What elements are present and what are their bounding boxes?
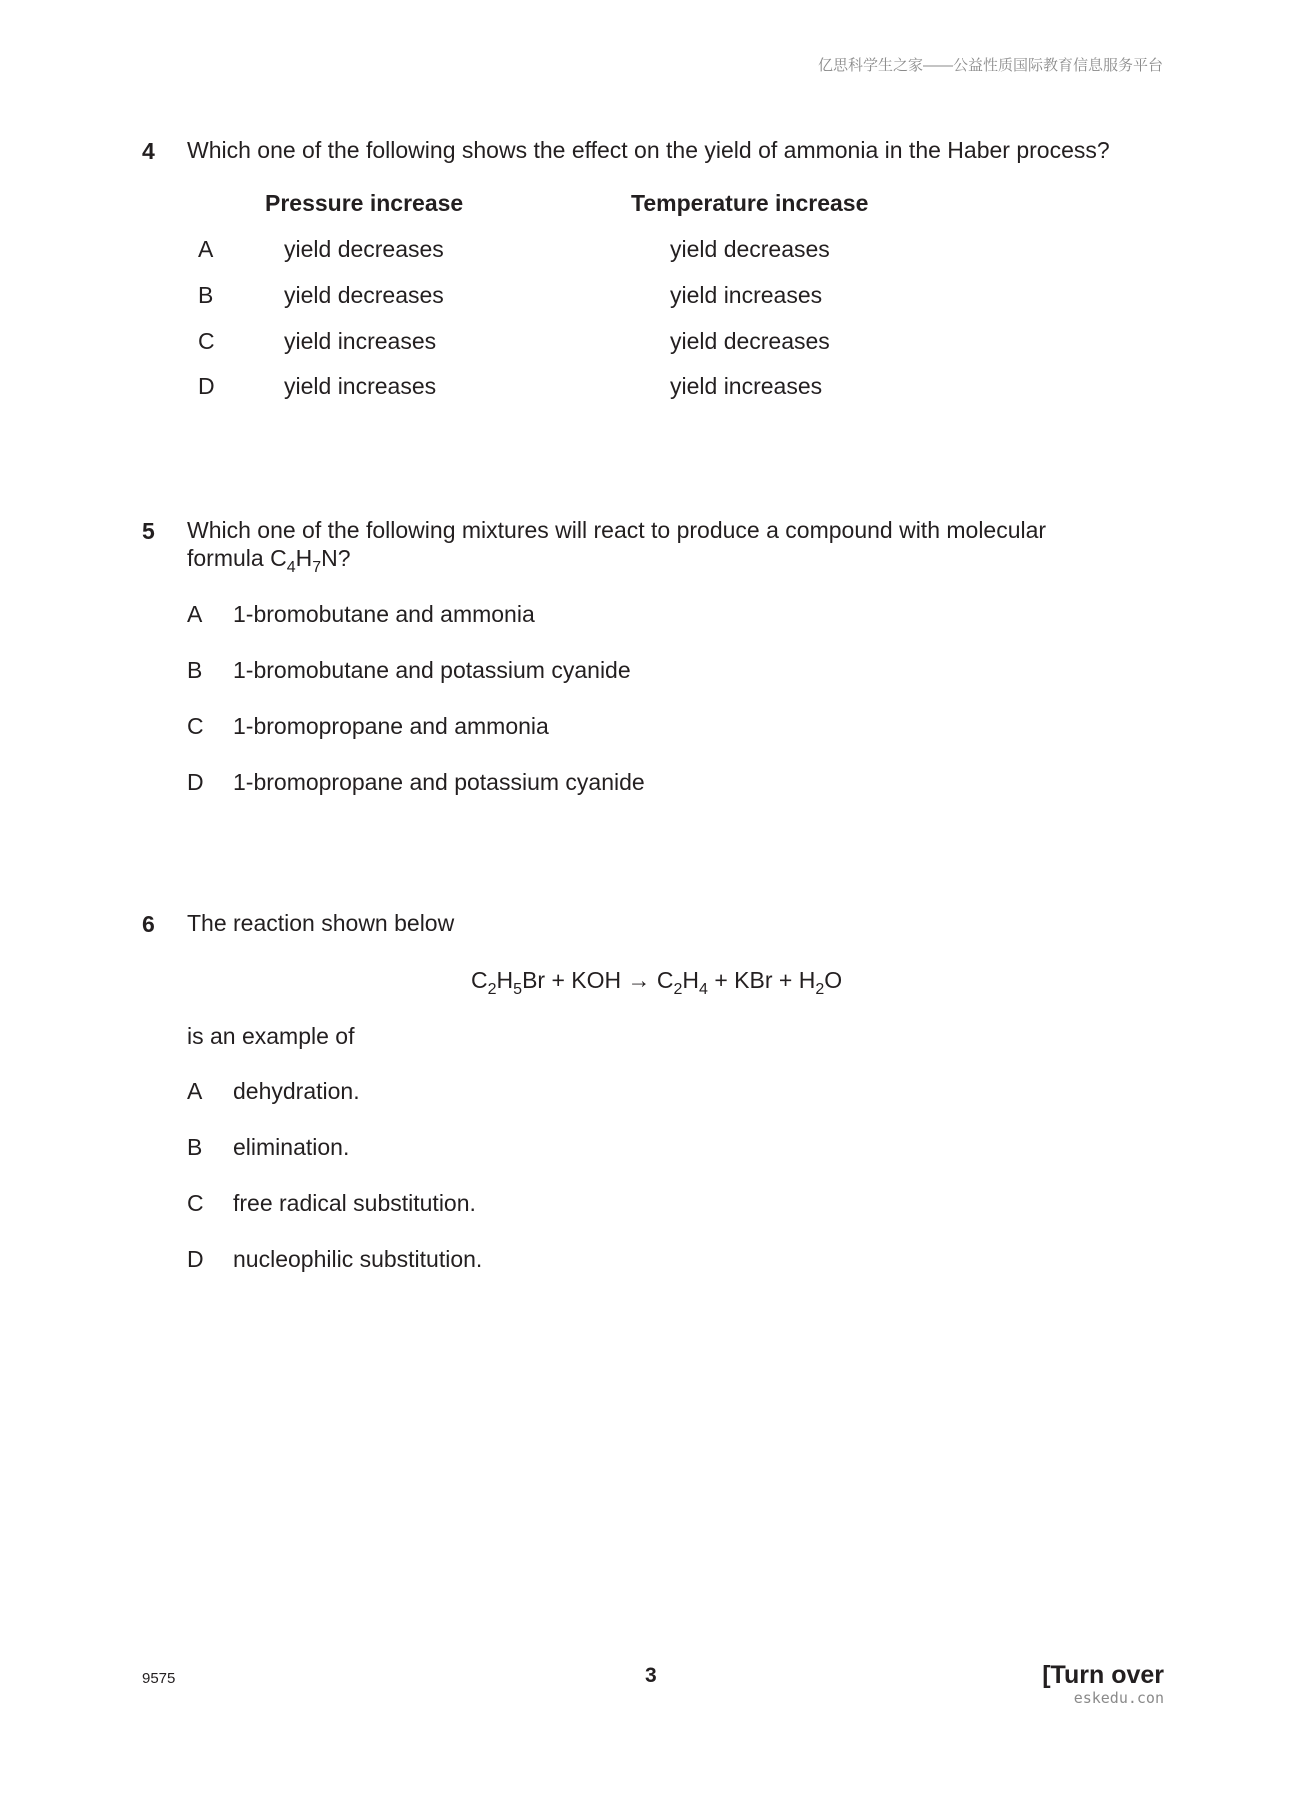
- q6-option-b-text: elimination.: [233, 1134, 350, 1160]
- question-6-number: 6: [142, 911, 155, 937]
- q4-row-b-letter: B: [198, 282, 214, 308]
- q4-row-c-pressure: yield increases: [284, 328, 437, 354]
- q5-option-b-letter: B: [187, 657, 203, 683]
- q4-row-b-temperature: yield increases: [670, 282, 823, 308]
- question-6-equation: $C_2H_5Br$ + KOH → $C_2H_4$ + KBr + $H_2O$: [471, 967, 843, 998]
- question-4-number: 4: [142, 138, 155, 164]
- q6-option-d-letter: D: [187, 1246, 204, 1272]
- footer-turn-over: [Turn over: [1042, 1661, 1164, 1689]
- page-header-text: 亿思科学生之家——公益性质国际教育信息服务平台: [817, 57, 1163, 74]
- q4-row-a-temperature: yield decreases: [670, 236, 830, 262]
- question-5-line-2: formula $C_4H_7N$?: [187, 545, 351, 576]
- question-5-line-1: Which one of the following mixtures will react to produce a compound with molecular: [187, 517, 1047, 543]
- q4-row-d-temperature: yield increases: [670, 373, 823, 399]
- question-5-number: 5: [142, 518, 155, 544]
- question-4-text: Which one of the following shows the effect on the yield of ammonia in the Haber process?: [187, 137, 1110, 163]
- q4-row-a-letter: A: [198, 236, 214, 262]
- q5-option-d-text: 1-bromopropane and potassium cyanide: [233, 769, 645, 795]
- q4-row-d-pressure: yield increases: [284, 373, 437, 399]
- footer-paper-code: 9575: [142, 1670, 176, 1687]
- question-6-after: is an example of: [187, 1023, 355, 1049]
- question-6-intro: The reaction shown below: [187, 910, 455, 936]
- q4-row-c-temperature: yield decreases: [670, 328, 830, 354]
- q6-option-a-letter: A: [187, 1078, 203, 1104]
- q5-option-c-text: 1-bromopropane and ammonia: [233, 713, 549, 739]
- table-header-temperature: Temperature increase: [631, 190, 869, 216]
- q4-row-a-pressure: yield decreases: [284, 236, 444, 262]
- q6-option-c-letter: C: [187, 1190, 204, 1216]
- q4-row-b-pressure: yield decreases: [284, 282, 444, 308]
- q4-row-d-letter: D: [198, 373, 215, 399]
- q6-option-b-letter: B: [187, 1134, 203, 1160]
- question-5-text: [187, 516, 1047, 576]
- q6-option-c-text: free radical substitution.: [233, 1190, 476, 1216]
- q5-option-a-letter: A: [187, 601, 203, 627]
- q5-option-b-text: 1-bromobutane and potassium cyanide: [233, 657, 631, 683]
- q6-option-a-text: dehydration.: [233, 1078, 360, 1104]
- q5-option-a-text: 1-bromobutane and ammonia: [233, 601, 535, 627]
- q5-option-d-letter: D: [187, 769, 204, 795]
- q4-row-c-letter: C: [198, 328, 215, 354]
- table-header-pressure: Pressure increase: [265, 190, 464, 216]
- footer-watermark-url: eskedu.con: [1073, 1689, 1164, 1707]
- footer-page-number: 3: [645, 1664, 657, 1687]
- q6-option-d-text: nucleophilic substitution.: [233, 1246, 483, 1272]
- q5-option-c-letter: C: [187, 713, 204, 739]
